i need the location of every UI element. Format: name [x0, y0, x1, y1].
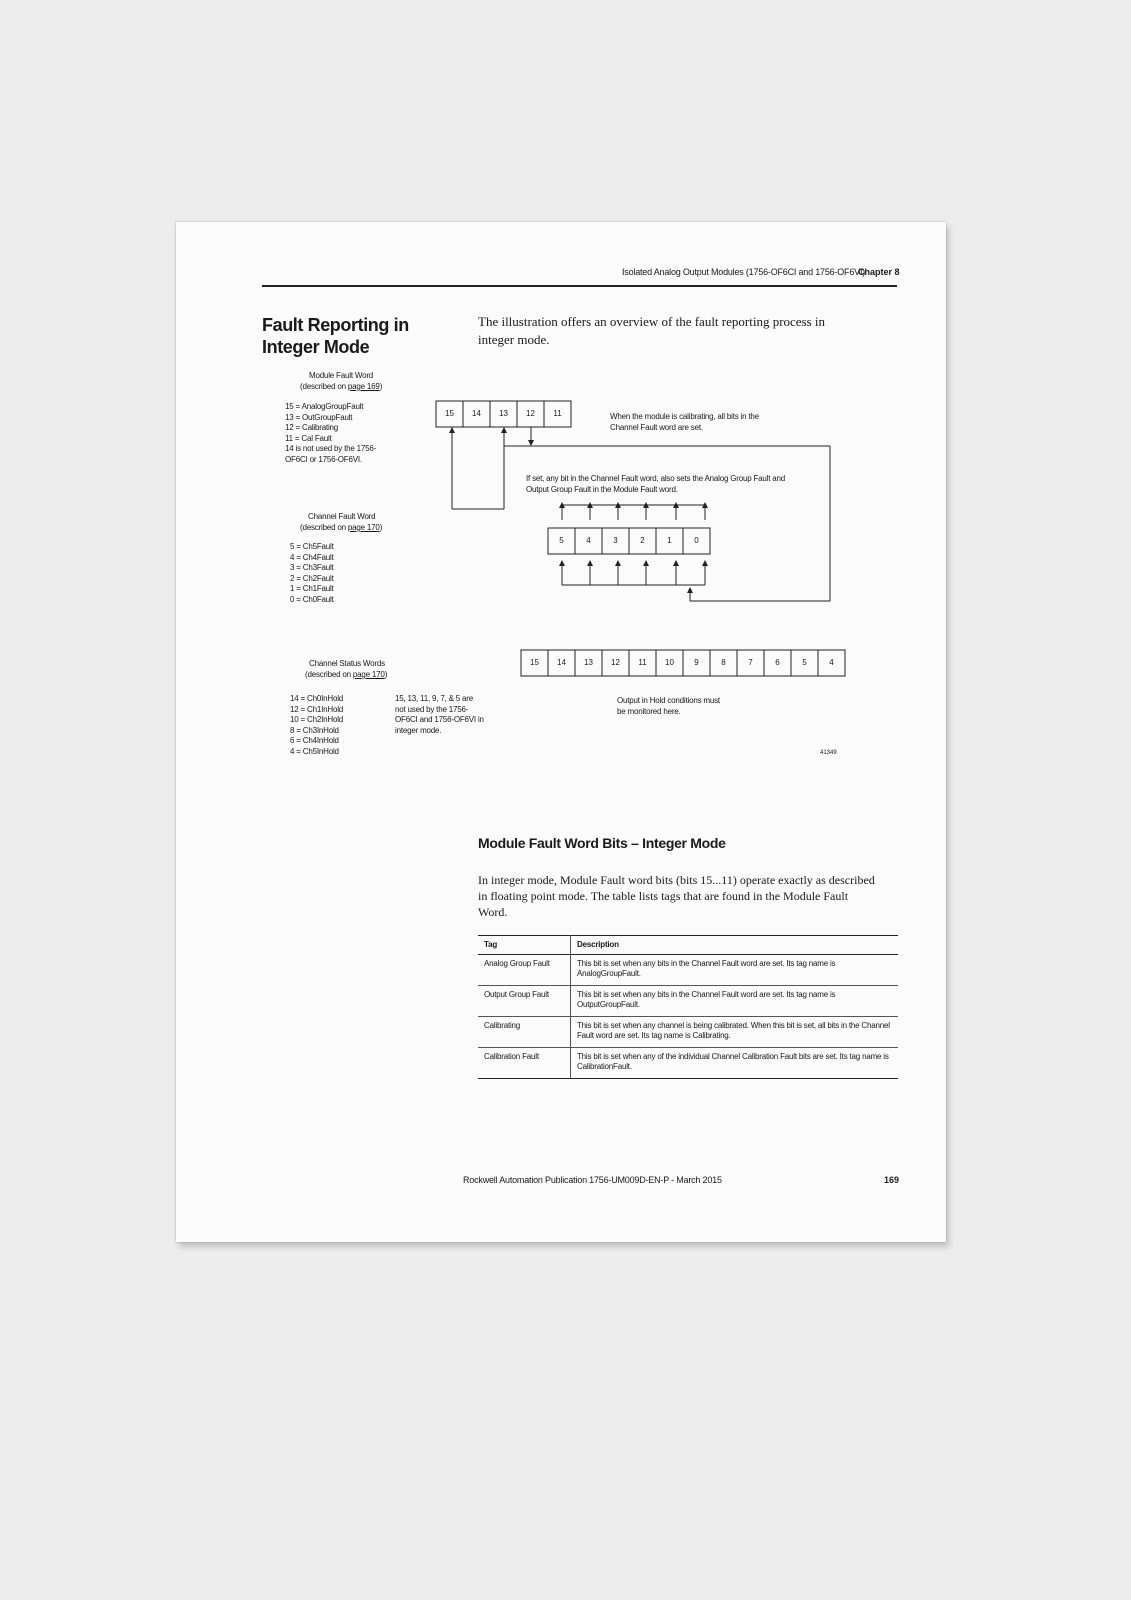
column-header-description: Description — [571, 936, 899, 955]
bit-label: 6 — [775, 658, 780, 667]
hold-note-line1: Output in Hold conditions must — [617, 696, 720, 705]
column-header-tag: Tag — [478, 936, 571, 955]
footer-publication: Rockwell Automation Publication 1756-UM009D-EN-P - March 2015 — [463, 1175, 722, 1185]
module-fault-tags-table — [478, 935, 898, 1079]
table-row — [478, 955, 898, 986]
page-link-170[interactable]: page 170 — [352, 670, 385, 679]
list-item: 4 = Ch4Fault — [290, 552, 334, 562]
bit-label: 4 — [829, 658, 834, 667]
running-header: Isolated Analog Output Modules (1756-OF6CI and 1756-OF6VI) — [622, 267, 866, 277]
list-item: OF6CI or 1756-OF6VI. — [285, 454, 362, 464]
bit-label: 2 — [640, 536, 645, 545]
list-item: 2 = Ch2Fault — [290, 573, 334, 583]
page-number: 169 — [884, 1175, 900, 1185]
ifset-note-line1: If set, any bit in the Channel Fault word, also sets the Analog Group Fault and — [526, 474, 786, 483]
description-cell: This bit is set when any bits in the Channel Fault word are set. Its tag name is AnalogGroupFault. — [571, 955, 899, 986]
bit-label: 4 — [586, 536, 591, 545]
bit-label: 9 — [694, 658, 699, 667]
bit-label: 14 — [557, 658, 566, 667]
table-row — [478, 986, 898, 1017]
described-suffix: ) — [384, 670, 388, 679]
list-item: 11 = Cal Fault — [285, 433, 332, 443]
list-item: 14 = Ch0InHold — [290, 694, 344, 703]
ifset-note-line2: Output Group Fault in the Module Fault word. — [526, 485, 678, 494]
bit-label: 12 — [526, 409, 535, 418]
list-item: 5 = Ch5Fault — [290, 542, 334, 551]
tag-cell: Analog Group Fault — [478, 955, 571, 986]
figure-number: 41349 — [820, 750, 837, 756]
list-item: 10 = Ch2InHold — [290, 715, 344, 724]
described-prefix: (described on — [305, 670, 353, 679]
channel-fault-word-title: Channel Fault Word — [308, 512, 376, 521]
list-item: 12 = Calibrating — [285, 423, 339, 432]
page-link-170[interactable]: page 170 — [347, 523, 380, 532]
table-row — [478, 1017, 898, 1048]
note-line: not used by the 1756- — [395, 704, 469, 714]
list-item: 4 = Ch5InHold — [290, 746, 339, 756]
list-item: 15 = AnalogGroupFault — [285, 402, 364, 411]
bit-label: 13 — [499, 409, 508, 418]
tag-cell: Calibrating — [478, 1017, 571, 1048]
list-item: 0 = Ch0Fault — [290, 594, 334, 604]
description-cell: This bit is set when any channel is being calibrated. When this bit is set, all bits in the Channel Fault word are set. Its tag name is Calibrating. — [571, 1017, 899, 1048]
bit-label: 3 — [613, 536, 618, 545]
module-fault-word-title: Module Fault Word — [309, 371, 374, 380]
list-item: 6 = Ch4InHold — [290, 736, 339, 745]
table-header-row — [478, 936, 898, 955]
calibrating-note-line2: Channel Fault word are set. — [610, 423, 703, 432]
note-line: 15, 13, 11, 9, 7, & 5 are — [395, 694, 474, 703]
bit-label: 8 — [721, 658, 726, 667]
list-item: 1 = Ch1Fault — [290, 584, 334, 593]
bit-label: 15 — [445, 409, 454, 418]
page-link-169[interactable]: page 169 — [347, 382, 380, 391]
described-prefix: (described on — [300, 382, 348, 391]
note-line: OF6CI and 1756-OF6VI in — [395, 715, 484, 724]
bit-label: 5 — [802, 658, 807, 667]
bit-label: 12 — [611, 658, 620, 667]
bit-label: 5 — [559, 536, 564, 545]
hold-note-line2: be monitored here. — [617, 707, 681, 716]
note-line: integer mode. — [395, 725, 442, 735]
section-title: Fault Reporting in Integer Mode — [262, 315, 409, 357]
bit-label: 14 — [472, 409, 481, 418]
subsection-title: Module Fault Word Bits – Integer Mode — [478, 835, 726, 851]
described-suffix: ) — [379, 523, 383, 532]
bit-label: 13 — [584, 658, 593, 667]
description-cell: This bit is set when any of the individual Channel Calibration Fault bits are set. Its tag name is CalibrationFault. — [571, 1048, 899, 1079]
bit-label: 1 — [667, 536, 672, 545]
intro-text: The illustration offers an overview of the fault reporting process in integer mode. — [478, 314, 826, 347]
list-item: 12 = Ch1InHold — [290, 704, 344, 714]
bit-label: 10 — [665, 658, 674, 667]
chapter-label: Chapter 8 — [858, 267, 900, 277]
tag-cell: Output Group Fault — [478, 986, 571, 1017]
described-suffix: ) — [379, 382, 383, 391]
tag-cell: Calibration Fault — [478, 1048, 571, 1079]
table-row — [478, 1048, 898, 1079]
calibrating-note-line1: When the module is calibrating, all bits in the — [610, 412, 759, 421]
bit-label: 0 — [694, 536, 699, 545]
subsection-body: In integer mode, Module Fault word bits (bits 15...11) operate exactly as described in floating point mode. The table lists tags that are found in the Module Fault Word. — [478, 873, 875, 919]
channel-status-words-title: Channel Status Words — [309, 659, 385, 668]
list-item: 8 = Ch3InHold — [290, 725, 339, 735]
list-item: 3 = Ch3Fault — [290, 563, 334, 572]
description-cell: This bit is set when any bits in the Channel Fault word are set. Its tag name is OutputGroupFault. — [571, 986, 899, 1017]
described-prefix: (described on — [300, 523, 348, 532]
bit-label: 11 — [638, 658, 647, 667]
list-item: 13 = OutGroupFault — [285, 412, 353, 422]
bit-label: 11 — [553, 409, 562, 418]
bit-label: 7 — [748, 658, 753, 667]
bit-label: 15 — [530, 658, 539, 667]
list-item: 14 is not used by the 1756- — [285, 444, 377, 453]
